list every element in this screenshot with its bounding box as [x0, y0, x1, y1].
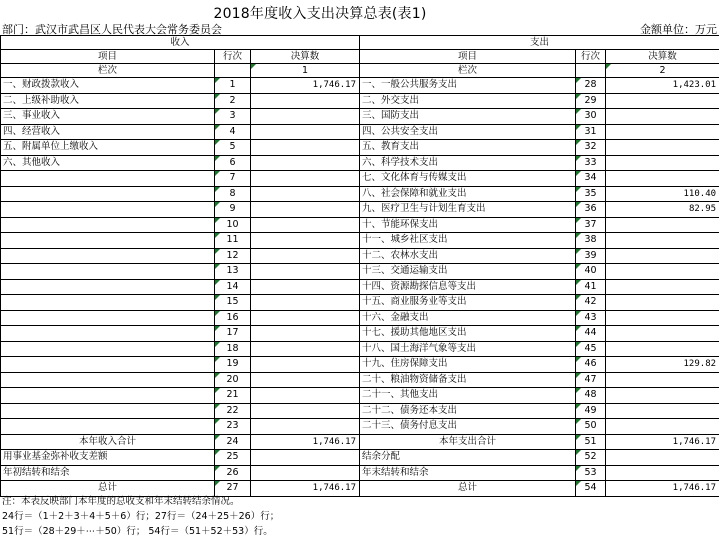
column-header-row [1, 50, 719, 64]
expense-item: 七、文化体育与传媒支出 [360, 171, 576, 187]
table-row [1, 202, 719, 218]
income-row-no: 13 [215, 264, 251, 280]
expense-total-amount [606, 465, 719, 481]
expense-row-no: 30 [576, 109, 606, 125]
expense-row-no: 50 [576, 419, 606, 435]
table-row [1, 419, 719, 435]
income-item [1, 264, 215, 280]
expense-item: 十八、国土海洋气象等支出 [360, 341, 576, 357]
income-rowno-header: 行次 [215, 50, 251, 64]
table-row [1, 295, 719, 311]
expense-row-no: 49 [576, 403, 606, 419]
expense-item: 十七、援助其他地区支出 [360, 326, 576, 342]
income-item [1, 310, 215, 326]
income-total-amount: 1,746.17 [251, 481, 360, 497]
expense-total-item: 年末结转和结余 [360, 465, 576, 481]
income-amount [251, 124, 360, 140]
income-item: 一、财政拨款收入 [1, 78, 215, 94]
income-row-no: 14 [215, 279, 251, 295]
expense-row-no: 45 [576, 341, 606, 357]
income-item [1, 372, 215, 388]
expense-amount [606, 279, 719, 295]
expense-row-no: 44 [576, 326, 606, 342]
expense-amount [606, 419, 719, 435]
expense-item: 六、科学技术支出 [360, 155, 576, 171]
expense-total-item: 结余分配 [360, 450, 576, 466]
expense-row-no: 35 [576, 186, 606, 202]
income-row-no: 17 [215, 326, 251, 342]
income-item [1, 217, 215, 233]
expense-total-row-no: 53 [576, 465, 606, 481]
income-row-no: 2 [215, 93, 251, 109]
income-total-item: 本年收入合计 [1, 434, 215, 450]
income-item-header: 项目 [1, 50, 215, 64]
income-column-index: 1 [251, 64, 360, 78]
income-row-no: 18 [215, 341, 251, 357]
income-amount [251, 326, 360, 342]
expense-row-no: 48 [576, 388, 606, 404]
income-amount [251, 264, 360, 280]
expense-total-item: 总计 [360, 481, 576, 497]
table-row [1, 93, 719, 109]
expense-amount [606, 124, 719, 140]
income-amount [251, 233, 360, 249]
expense-amount [606, 109, 719, 125]
expense-amount-header: 决算数 [606, 50, 719, 64]
income-amount [251, 186, 360, 202]
expense-item-header: 项目 [360, 50, 576, 64]
expense-row-no: 28 [576, 78, 606, 94]
expense-row-no: 41 [576, 279, 606, 295]
income-amount [251, 403, 360, 419]
income-amount-header: 决算数 [251, 50, 360, 64]
total-row [1, 434, 719, 450]
expense-item: 二十一、其他支出 [360, 388, 576, 404]
table-row [1, 279, 719, 295]
expense-item: 三、国防支出 [360, 109, 576, 125]
income-amount [251, 217, 360, 233]
income-total-amount [251, 465, 360, 481]
expense-item: 二、外交支出 [360, 93, 576, 109]
expense-row-no: 38 [576, 233, 606, 249]
expense-amount [606, 140, 719, 156]
income-item [1, 326, 215, 342]
expense-amount [606, 372, 719, 388]
expense-amount [606, 217, 719, 233]
expense-row-no: 47 [576, 372, 606, 388]
expense-total-row-no: 51 [576, 434, 606, 450]
expense-total-item: 本年支出合计 [360, 434, 576, 450]
income-row-no: 1 [215, 78, 251, 94]
expense-row-no: 40 [576, 264, 606, 280]
income-row-no: 5 [215, 140, 251, 156]
income-item: 五、附属单位上缴收入 [1, 140, 215, 156]
income-total-amount [251, 450, 360, 466]
table-row [1, 310, 719, 326]
income-item: 二、上级补助收入 [1, 93, 215, 109]
expense-row-no: 36 [576, 202, 606, 218]
expense-amount [606, 310, 719, 326]
income-item [1, 248, 215, 264]
expense-item: 十五、商业服务业等支出 [360, 295, 576, 311]
column-index-row [1, 64, 719, 78]
expense-total-row-no: 54 [576, 481, 606, 497]
income-item [1, 403, 215, 419]
expense-amount [606, 264, 719, 280]
income-section-header: 收入 [1, 36, 360, 50]
note-line: 24行＝（1＋2＋3＋4＋5＋6）行；27行＝（24＋25＋26）行； [2, 511, 280, 522]
expense-row-no: 46 [576, 357, 606, 373]
note-line: 51行＝（28＋29＋⋯＋50）行； 54行＝（51＋52＋53）行。 [2, 526, 273, 537]
income-total-item: 总计 [1, 481, 215, 497]
table-row [1, 233, 719, 249]
expense-item: 二十、粮油物资储备支出 [360, 372, 576, 388]
expense-amount: 1,423.01 [606, 78, 719, 94]
income-row-no: 19 [215, 357, 251, 373]
table-row [1, 372, 719, 388]
income-column-blank [215, 64, 251, 78]
expense-item: 一、一般公共服务支出 [360, 78, 576, 94]
expense-row-no: 29 [576, 93, 606, 109]
income-total-item: 年初结转和结余 [1, 465, 215, 481]
income-item [1, 202, 215, 218]
expense-row-no: 42 [576, 295, 606, 311]
table-row [1, 124, 719, 140]
expense-amount: 110.40 [606, 186, 719, 202]
expense-amount [606, 93, 719, 109]
income-item [1, 341, 215, 357]
table-row [1, 403, 719, 419]
expense-item: 十九、住房保障支出 [360, 357, 576, 373]
income-amount [251, 248, 360, 264]
expense-item: 四、公共安全支出 [360, 124, 576, 140]
income-amount [251, 93, 360, 109]
income-item [1, 388, 215, 404]
expense-amount [606, 155, 719, 171]
income-row-no: 8 [215, 186, 251, 202]
expense-row-no: 37 [576, 217, 606, 233]
income-amount: 1,746.17 [251, 78, 360, 94]
income-total-row-no: 26 [215, 465, 251, 481]
expense-amount [606, 171, 719, 187]
income-amount [251, 357, 360, 373]
page-title: 2018年度收入支出决算总表(表1) [213, 6, 427, 22]
expense-row-no: 34 [576, 171, 606, 187]
income-row-no: 11 [215, 233, 251, 249]
expense-amount: 129.82 [606, 357, 719, 373]
table-row [1, 140, 719, 156]
income-item: 六、其他收入 [1, 155, 215, 171]
expense-row-no: 33 [576, 155, 606, 171]
income-row-no: 23 [215, 419, 251, 435]
expense-row-no: 43 [576, 310, 606, 326]
income-row-no: 6 [215, 155, 251, 171]
table-row [1, 248, 719, 264]
expense-amount [606, 341, 719, 357]
income-amount [251, 295, 360, 311]
table-row [1, 217, 719, 233]
table-row [1, 264, 719, 280]
expense-amount [606, 403, 719, 419]
expense-amount [606, 326, 719, 342]
income-item [1, 186, 215, 202]
section-header-row [1, 36, 719, 50]
budget-table [0, 35, 719, 497]
table-row [1, 186, 719, 202]
expense-total-amount [606, 450, 719, 466]
expense-amount [606, 248, 719, 264]
expense-column-blank [576, 64, 606, 78]
unit-label: 金额单位：万元 [640, 23, 717, 36]
income-total-row-no: 24 [215, 434, 251, 450]
income-row-no: 12 [215, 248, 251, 264]
income-item [1, 171, 215, 187]
expense-item: 二十二、债务还本支出 [360, 403, 576, 419]
income-amount [251, 202, 360, 218]
expense-item: 十一、城乡社区支出 [360, 233, 576, 249]
expense-amount: 82.95 [606, 202, 719, 218]
income-amount [251, 372, 360, 388]
income-total-item: 用事业基金弥补收支差额 [1, 450, 215, 466]
income-total-amount: 1,746.17 [251, 434, 360, 450]
income-row-no: 9 [215, 202, 251, 218]
table-row [1, 357, 719, 373]
income-item: 四、经营收入 [1, 124, 215, 140]
income-amount [251, 419, 360, 435]
total-row [1, 450, 719, 466]
table-row [1, 326, 719, 342]
table-row [1, 78, 719, 94]
income-total-row-no: 25 [215, 450, 251, 466]
income-row-no: 16 [215, 310, 251, 326]
expense-amount [606, 295, 719, 311]
income-row-no: 10 [215, 217, 251, 233]
expense-row-no: 31 [576, 124, 606, 140]
income-item [1, 233, 215, 249]
table-row [1, 109, 719, 125]
department-label: 部门：武汉市武昌区人民代表大会常务委员会 [2, 23, 222, 36]
income-item [1, 357, 215, 373]
income-amount [251, 388, 360, 404]
expense-item: 八、社会保障和就业支出 [360, 186, 576, 202]
expense-amount [606, 388, 719, 404]
income-row-no: 7 [215, 171, 251, 187]
income-column-label: 栏次 [1, 64, 215, 78]
expense-item: 十三、交通运输支出 [360, 264, 576, 280]
income-amount [251, 140, 360, 156]
income-amount [251, 279, 360, 295]
income-row-no: 20 [215, 372, 251, 388]
expense-row-no: 32 [576, 140, 606, 156]
expense-row-no: 39 [576, 248, 606, 264]
expense-item: 十四、资源勘探信息等支出 [360, 279, 576, 295]
income-item [1, 419, 215, 435]
expense-section-header: 支出 [360, 36, 719, 50]
note-line: 注：本表反映部门本年度的总收支和年末结转结余情况。 [2, 496, 240, 507]
expense-item: 五、教育支出 [360, 140, 576, 156]
income-row-no: 15 [215, 295, 251, 311]
table-row [1, 341, 719, 357]
income-amount [251, 341, 360, 357]
expense-total-row-no: 52 [576, 450, 606, 466]
expense-total-amount: 1,746.17 [606, 434, 719, 450]
income-row-no: 22 [215, 403, 251, 419]
expense-column-index: 2 [606, 64, 719, 78]
table-row [1, 388, 719, 404]
income-amount [251, 109, 360, 125]
table-row [1, 155, 719, 171]
income-amount [251, 171, 360, 187]
table-notes [2, 494, 279, 539]
expense-item: 二十三、债务付息支出 [360, 419, 576, 435]
income-total-row-no: 27 [215, 481, 251, 497]
total-row [1, 465, 719, 481]
expense-column-label: 栏次 [360, 64, 576, 78]
expense-rowno-header: 行次 [576, 50, 606, 64]
table-row [1, 171, 719, 187]
expense-item: 十六、金融支出 [360, 310, 576, 326]
expense-item: 十二、农林水支出 [360, 248, 576, 264]
income-item: 三、事业收入 [1, 109, 215, 125]
income-amount [251, 155, 360, 171]
income-amount [251, 310, 360, 326]
expense-amount [606, 233, 719, 249]
income-row-no: 3 [215, 109, 251, 125]
expense-item: 九、医疗卫生与计划生育支出 [360, 202, 576, 218]
income-row-no: 4 [215, 124, 251, 140]
income-item [1, 279, 215, 295]
income-row-no: 21 [215, 388, 251, 404]
expense-item: 十、节能环保支出 [360, 217, 576, 233]
expense-total-amount: 1,746.17 [606, 481, 719, 497]
income-item [1, 295, 215, 311]
